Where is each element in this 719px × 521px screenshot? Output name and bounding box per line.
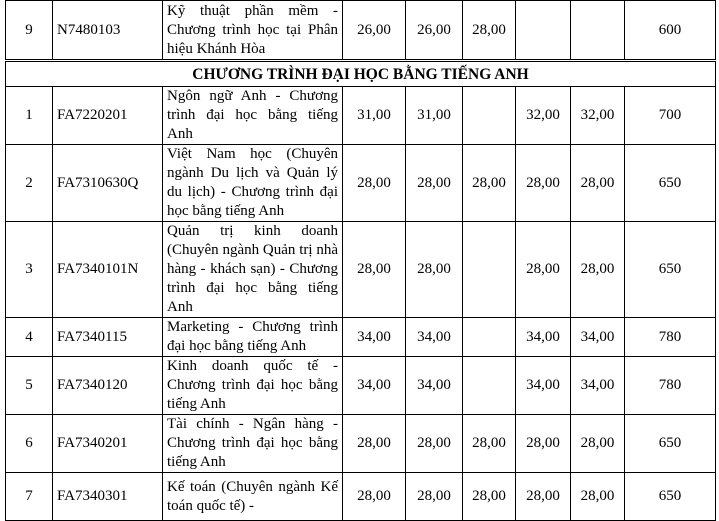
- score-cell: 28,00: [516, 473, 571, 521]
- table-row: [6, 87, 716, 145]
- program-name: Tài chính - Ngân hàng - Chương trình đại học bằng tiếng Anh: [163, 415, 343, 473]
- score-cell: 28,00: [463, 145, 516, 222]
- table-row: [6, 357, 716, 415]
- program-name: Marketing - Chương trình đại học bằng tiếng Anh: [163, 318, 343, 357]
- fee-cell: 780: [625, 357, 716, 415]
- fee-cell: 600: [625, 1, 716, 61]
- program-name: Việt Nam học (Chuyên ngành Du lịch và Quản lý du lịch) - Chương trình đại học bằng tiếng Anh: [163, 145, 343, 222]
- score-cell: 28,00: [343, 222, 406, 318]
- row-index: 4: [6, 318, 53, 357]
- score-cell: 28,00: [571, 222, 625, 318]
- score-cell: 28,00: [516, 415, 571, 473]
- row-index: 5: [6, 357, 53, 415]
- fee-cell: 700: [625, 87, 716, 145]
- score-cell: 28,00: [406, 222, 463, 318]
- fee-cell: 650: [625, 473, 716, 521]
- score-cell: 28,00: [571, 145, 625, 222]
- program-name: Ngôn ngữ Anh - Chương trình đại học bằng tiếng Anh: [163, 87, 343, 145]
- row-index: 9: [6, 1, 53, 61]
- row-index: 6: [6, 415, 53, 473]
- program-code: FA7340120: [53, 357, 163, 415]
- fee-cell: 650: [625, 222, 716, 318]
- score-cell: 32,00: [571, 87, 625, 145]
- program-name: Kế toán (Chuyên ngành Kế toán quốc tế) -: [163, 473, 343, 521]
- section-header-row: [6, 61, 716, 87]
- score-cell: 28,00: [406, 415, 463, 473]
- program-code: FA7340301: [53, 473, 163, 521]
- score-cell: 28,00: [516, 145, 571, 222]
- admission-score-table: [5, 0, 716, 521]
- table-row: [6, 145, 716, 222]
- score-cell: 26,00: [343, 1, 406, 61]
- score-cell: 34,00: [516, 318, 571, 357]
- row-index: 7: [6, 473, 53, 521]
- score-cell: [516, 1, 571, 61]
- fee-cell: 780: [625, 318, 716, 357]
- score-cell: 34,00: [571, 357, 625, 415]
- score-cell: [463, 87, 516, 145]
- score-cell: 28,00: [343, 473, 406, 521]
- score-cell: 34,00: [343, 318, 406, 357]
- score-cell: 34,00: [516, 357, 571, 415]
- program-name: Kinh doanh quốc tế - Chương trình đại học bằng tiếng Anh: [163, 357, 343, 415]
- score-cell: 34,00: [406, 318, 463, 357]
- table-row: [6, 318, 716, 357]
- program-name: Kỹ thuật phần mềm - Chương trình học tại Phân hiệu Khánh Hòa: [163, 1, 343, 61]
- program-code: FA7310630Q: [53, 145, 163, 222]
- score-cell: 28,00: [571, 415, 625, 473]
- score-cell: 34,00: [571, 318, 625, 357]
- score-cell: [463, 318, 516, 357]
- program-code: FA7340101N: [53, 222, 163, 318]
- program-code: FA7340201: [53, 415, 163, 473]
- admission-score-sheet: [5, 0, 715, 521]
- score-cell: 28,00: [343, 415, 406, 473]
- score-cell: 31,00: [406, 87, 463, 145]
- score-cell: 34,00: [343, 357, 406, 415]
- score-cell: [463, 357, 516, 415]
- table-row: [6, 1, 716, 61]
- score-cell: 28,00: [463, 473, 516, 521]
- score-cell: 26,00: [406, 1, 463, 61]
- section-title: CHƯƠNG TRÌNH ĐẠI HỌC BẰNG TIẾNG ANH: [6, 61, 716, 87]
- fee-cell: 650: [625, 145, 716, 222]
- table-row: [6, 473, 716, 521]
- score-cell: 28,00: [516, 222, 571, 318]
- score-cell: 28,00: [463, 1, 516, 61]
- row-index: 1: [6, 87, 53, 145]
- score-cell: 31,00: [343, 87, 406, 145]
- program-code: FA7340115: [53, 318, 163, 357]
- program-code: FA7220201: [53, 87, 163, 145]
- program-name: Quản trị kinh doanh (Chuyên ngành Quản trị nhà hàng - khách sạn) - Chương trình đại học bằng tiếng Anh: [163, 222, 343, 318]
- fee-cell: 650: [625, 415, 716, 473]
- score-cell: 28,00: [343, 145, 406, 222]
- row-index: 2: [6, 145, 53, 222]
- score-cell: 28,00: [406, 473, 463, 521]
- score-cell: [571, 1, 625, 61]
- score-cell: 28,00: [571, 473, 625, 521]
- score-cell: 34,00: [406, 357, 463, 415]
- program-code: N7480103: [53, 1, 163, 61]
- score-cell: 28,00: [406, 145, 463, 222]
- row-index: 3: [6, 222, 53, 318]
- score-cell: [463, 222, 516, 318]
- table-row: [6, 222, 716, 318]
- table-row: [6, 415, 716, 473]
- score-cell: 28,00: [463, 415, 516, 473]
- score-cell: 32,00: [516, 87, 571, 145]
